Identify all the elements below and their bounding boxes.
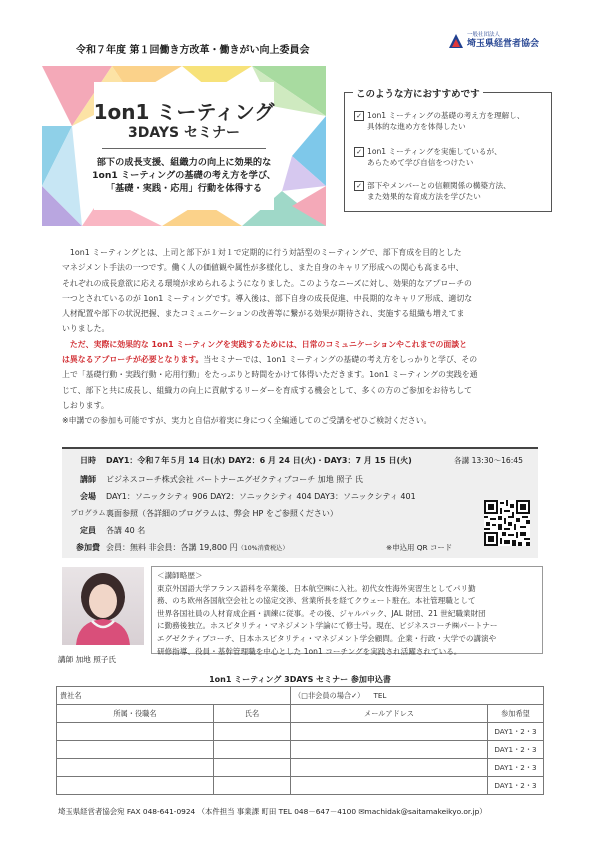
col-name: 氏名 — [214, 705, 291, 723]
days-option[interactable]: DAY1・2・3 — [488, 759, 544, 777]
org-name: 埼玉県経営者協会 — [467, 39, 540, 49]
col-days: 参加希望 — [488, 705, 544, 723]
hero-banner — [42, 66, 326, 226]
member-check-label: （□非会員の場合✓） — [294, 690, 365, 700]
recommend-item — [354, 180, 548, 202]
intro-line: 上で「基礎行動・実践行動・応用行動」をたっぷりと時間をかけて体得いただきます。1on1 ミーティングの実践を通 — [62, 370, 478, 380]
fee-tax: （10%消費税込） — [237, 545, 289, 552]
dept-input[interactable] — [57, 759, 214, 777]
fee-label: 参加費 — [76, 543, 100, 552]
program-label: プログラム — [70, 509, 106, 517]
profile-heading: ＜講師略歴＞ — [157, 571, 203, 580]
profile-line: に勤務後独立。ホスピタリティ・マネジメント学論にて修士号。現在、ビジネスコーチ㈱パートナー — [157, 621, 498, 631]
org-sub: 一般社団法人 — [467, 32, 501, 38]
org-logo-icon — [448, 33, 464, 49]
intro-line: マネジメント手法の一つです。働く人の価値観や属性が多様化し、また自身のキャリア形成への関心も高まる中、 — [62, 263, 464, 273]
email-input[interactable] — [291, 759, 488, 777]
dept-input[interactable] — [57, 741, 214, 759]
form-title: 1on1 ミーティング 3DAYS セミナー 参加申込書 — [209, 675, 391, 684]
portrait-image — [62, 567, 144, 645]
lecturer-photo — [62, 567, 144, 645]
email-input[interactable] — [291, 723, 488, 741]
fee-value — [106, 542, 289, 553]
venue-label: 会場 — [80, 492, 96, 501]
intro-line: じて、部下と共に成長し、組織力の向上に貢献するリーダーを育成する機会として、多くの方のご参加をお待ちして — [62, 385, 473, 395]
qr-code[interactable] — [484, 500, 530, 546]
tel-label: TEL — [373, 690, 387, 700]
company-label: 貴社名 — [60, 690, 82, 700]
intro-line: 人材配置や部下の状況把握、またコミュニケーションの改善等に繋がる効果が期待され、実施する組織も増えてま — [62, 309, 465, 319]
date-label: 日時 — [80, 456, 96, 465]
intro-paragraph — [62, 245, 538, 429]
check-icon: ✓ — [354, 111, 364, 121]
hero-divider — [102, 148, 266, 149]
name-input[interactable] — [214, 741, 291, 759]
footer-contact: 埼玉県経営者協会宛 FAX 048-641-0924 （本件担当 事業課 町田 TEL 048－647－4100 ✉machidak@saitamakeikyo.or.jp） — [58, 807, 487, 816]
form-row — [57, 777, 544, 795]
hero-desc-line: 部下の成長支援、組織力の向上に効果的な — [96, 157, 272, 168]
committee-header: 令和７年度 第１回働き方改革・働きがい向上委員会 — [76, 45, 310, 56]
intro-emphasis-line: は異なるアプローチが必要となります。 — [62, 355, 204, 365]
application-form — [56, 686, 544, 795]
days-option[interactable]: DAY1・2・3 — [488, 741, 544, 759]
hero-title: 1on1 ミーティング — [93, 100, 275, 124]
profile-line: 務、のち欧州各国航空会社との協定交渉、営業所長を経てクウェート駐在。本社管理職として — [157, 596, 476, 606]
days-option[interactable]: DAY1・2・3 — [488, 723, 544, 741]
recommend-line: 部下やメンバーとの信頼関係の構築方法、 — [367, 181, 511, 190]
lecturer-value: ビジネスコーチ株式会社 パートナーエグゼクティブコーチ 加地 照子 氏 — [106, 475, 363, 484]
email-input[interactable] — [291, 777, 488, 795]
hero-desc-line: 1on1 ミーティングの基礎の考え方を学び、 — [92, 170, 276, 181]
recommend-title: このような方におすすめです — [353, 86, 483, 100]
hero-desc-line: 「基礎・実践・応用」行動を体得する — [105, 183, 263, 194]
intro-line: それぞれの成長意欲に応える環境が求められるようになりました。このようなニーズに対し、効果的なアプローチの — [62, 278, 472, 288]
form-row — [57, 741, 544, 759]
intro-line: 当セミナーでは、1on1 ミーティングの基礎の考え方をしっかりと学び、その — [203, 355, 478, 365]
capacity-value: 各講 40 名 — [106, 526, 146, 535]
profile-line: 東京外国語大学フランス語科を卒業後、日本航空㈱に入社。初代女性海外実習生としてパリ勤 — [157, 583, 476, 593]
recommend-line: 1on1 ミーティングを実施しているが、 — [367, 147, 502, 156]
name-input[interactable] — [214, 777, 291, 795]
qr-label: ※申込用 QR コード — [386, 543, 453, 552]
name-input[interactable] — [214, 759, 291, 777]
recommend-line: あらためて学び自信をつけたい — [367, 158, 474, 167]
recommend-line: また効果的な育成方法を学びたい — [367, 192, 481, 201]
hero-subtitle: 3DAYS セミナー — [128, 125, 240, 141]
lecturer-caption: 講師 加地 照子氏 — [58, 655, 116, 664]
form-row — [57, 723, 544, 741]
recommend-item — [354, 110, 548, 132]
lecturer-label: 講師 — [80, 475, 96, 484]
company-field[interactable] — [57, 687, 291, 705]
intro-line: しおります。 — [62, 400, 109, 410]
days-option[interactable]: DAY1・2・3 — [488, 777, 544, 795]
venue-value: DAY1：ソニックシティ 906 DAY2：ソニックシティ 404 DAY3：ソニックシティ 401 — [106, 492, 416, 501]
dept-input[interactable] — [57, 723, 214, 741]
capacity-label: 定員 — [80, 526, 96, 535]
email-input[interactable] — [291, 741, 488, 759]
date-value: DAY1：令和７年５月 14 日(水) DAY2：6 月 24 日(火)・DAY3：7 月 15 日(火) — [106, 456, 412, 465]
recommend-line: 具体的な進め方を体得したい — [367, 122, 466, 131]
col-email: メールアドレス — [291, 705, 488, 723]
intro-emphasis-line: ただ、実際に効果的な 1on1 ミーティングを実践するためには、日常のコミュニケーションやこれまでの面談と — [62, 339, 468, 349]
org-logo — [448, 32, 539, 50]
recommend-item — [354, 146, 548, 168]
intro-line: いりました。 — [62, 324, 110, 334]
date-time: 各講 13:30～16:45 — [454, 456, 523, 465]
intro-note: ※申講での参加も可能ですが、実力と自信が着実に身につく全編通してのご受講をぜひご検討ください。 — [62, 416, 432, 426]
dept-input[interactable] — [57, 777, 214, 795]
program-value: 裏面参照（各詳細のプログラムは、弊会 HP をご参照ください） — [106, 509, 338, 518]
name-input[interactable] — [214, 723, 291, 741]
form-company-row — [57, 687, 544, 705]
check-icon: ✓ — [354, 181, 364, 191]
intro-line: 一つとされているのが 1on1 ミーティングです。導入後は、部下自身の成長促進、中長期的なキャリア形成、適切な — [62, 293, 473, 303]
col-dept: 所属・役職名 — [57, 705, 214, 723]
check-icon: ✓ — [354, 147, 364, 157]
info-divider — [62, 447, 538, 449]
member-check-field[interactable] — [291, 687, 544, 705]
form-header-row — [57, 705, 544, 723]
intro-line: 1on1 ミーティングとは、上司と部下が１対１で定期的に行う対話型のミーティングで、部下育成を目的とした — [62, 248, 462, 257]
profile-line: エグゼクティブコーチ、日本ホスピタリティ・マネジメント学会顧問。企業・行政・大学での講演や — [157, 633, 497, 643]
form-row — [57, 759, 544, 777]
recommend-line: 1on1 ミーティングの基礎の考え方を理解し、 — [367, 111, 525, 120]
profile-line: 世界各国社員の人材育成企画・訓練に従事。その後、ジャルパック、JAL 財団、21 世紀職業財団 — [157, 608, 486, 618]
fee-text: 会員：無料 非会員：各講 19,800 円 — [106, 543, 238, 552]
profile-text — [157, 570, 537, 658]
profile-line: 研修指導、役員・基幹管理職を中心とした 1on1 コーチングを実践され活躍されている。 — [157, 646, 462, 656]
qr-code-icon — [484, 500, 530, 546]
